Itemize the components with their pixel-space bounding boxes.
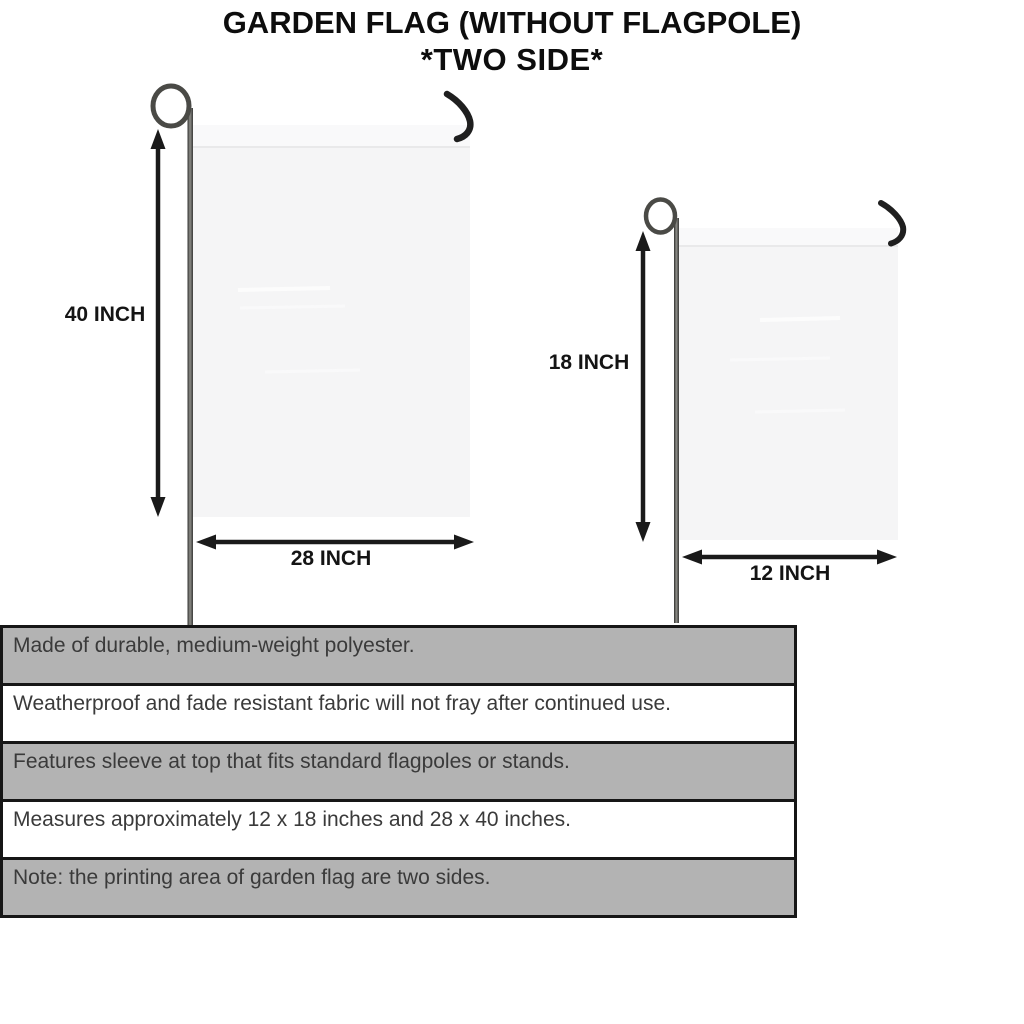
large-flagpole-loop [153, 86, 189, 126]
large-flag-fabric [193, 125, 470, 517]
large-flag-height-label: 40 INCH [64, 303, 146, 326]
large-flag-width-label: 28 INCH [290, 547, 372, 570]
feature-text: Measures approximately 12 x 18 inches and 28 x 40 inches. [13, 808, 571, 831]
feature-text: Made of durable, medium-weight polyester. [13, 634, 415, 657]
fabric-crease [760, 318, 840, 320]
fabric-crease [755, 410, 845, 412]
small-flag-sleeve [678, 228, 898, 246]
feature-row [3, 686, 794, 744]
small-flag-fabric [678, 228, 898, 540]
features-table [0, 625, 797, 918]
feature-row [3, 802, 794, 860]
small-flag-width-label: 12 INCH [749, 562, 831, 585]
fabric-crease [240, 306, 345, 308]
fabric-crease [265, 370, 360, 372]
feature-text: Features sleeve at top that fits standard flagpoles or stands. [13, 750, 570, 773]
large-flagpole [188, 108, 194, 625]
fabric-crease [238, 288, 330, 290]
feature-row [3, 628, 794, 686]
small-flag-group [636, 200, 904, 624]
feature-text: Note: the printing area of garden flag are two sides. [13, 866, 491, 889]
feature-row [3, 860, 794, 915]
small-flagpole [674, 218, 679, 623]
small-flag-height-label: 18 INCH [548, 351, 630, 374]
feature-text: Weatherproof and fade resistant fabric will not fray after continued use. [13, 692, 671, 715]
page-title: GARDEN FLAG (WITHOUT FLAGPOLE) [222, 5, 802, 40]
large-flag-sleeve [193, 125, 470, 147]
fabric-crease [730, 358, 830, 360]
small-flagpole-loop [646, 200, 675, 233]
small-height-arrow [636, 231, 651, 542]
page-subtitle: *TWO SIDE* [420, 42, 604, 77]
feature-row [3, 744, 794, 802]
large-flag-group [151, 86, 475, 625]
